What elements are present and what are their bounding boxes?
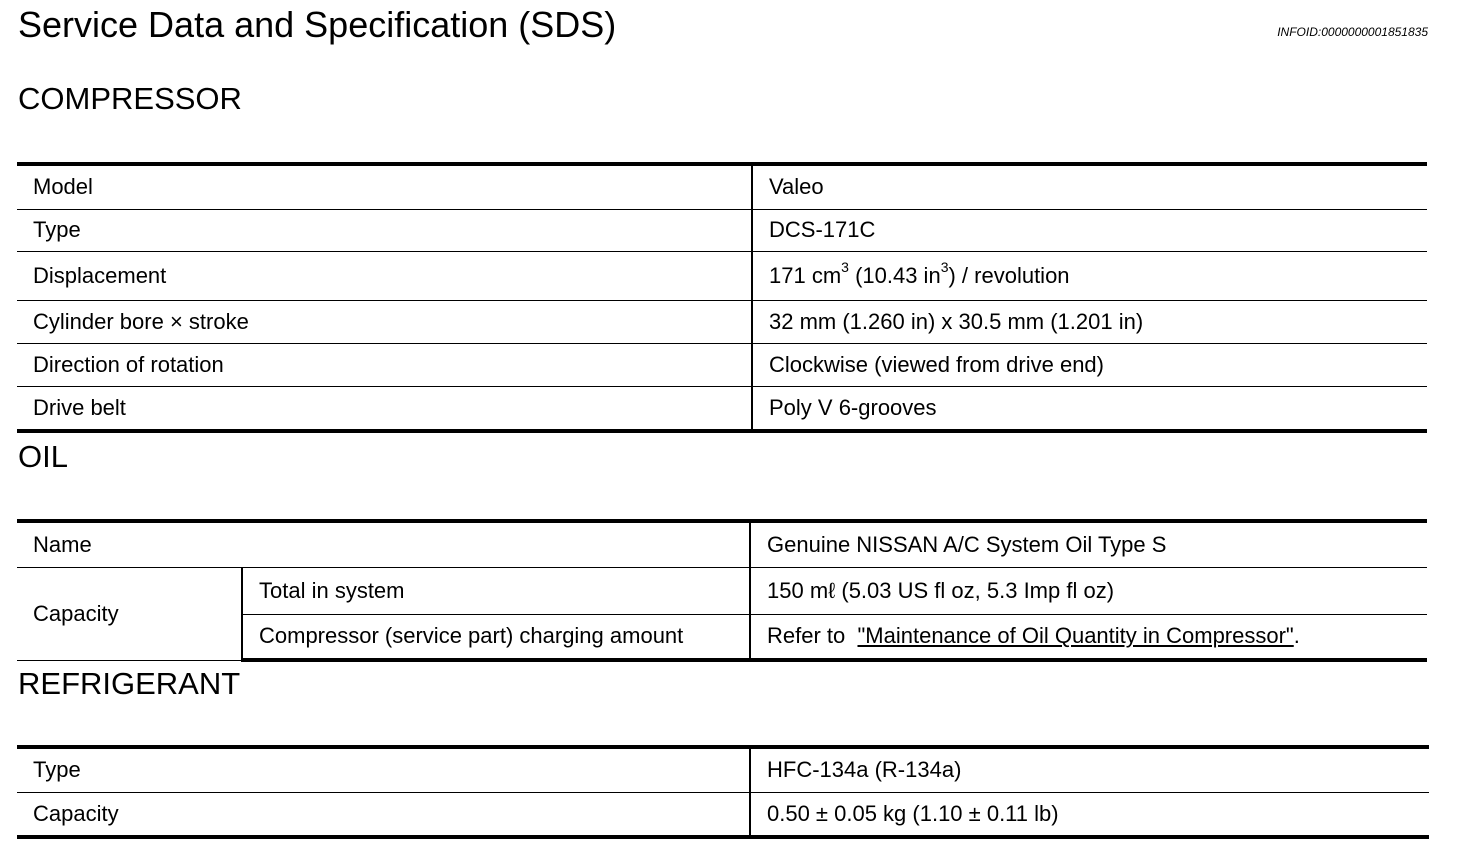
refrigerant-table (17, 745, 1429, 839)
spec-label: Model (17, 164, 752, 209)
spec-value: 150 mℓ (5.03 US fl oz, 5.3 Imp fl oz) (750, 567, 1427, 614)
spec-sublabel: Total in system (242, 567, 750, 614)
table-row (17, 747, 1429, 792)
reference-prefix: Refer to (767, 623, 858, 649)
spec-label: Displacement (17, 251, 752, 300)
spec-value: 32 mm (1.260 in) x 30.5 mm (1.201 in) (752, 300, 1427, 343)
reference-suffix: . (1293, 623, 1300, 649)
spec-label-capacity: Capacity (17, 567, 242, 660)
spec-value-displacement (752, 251, 1427, 300)
spec-value: 0.50 ± 0.05 kg (1.10 ± 0.11 lb) (750, 792, 1429, 837)
spec-value: Genuine NISSAN A/C System Oil Type S (750, 521, 1427, 567)
spec-value: Valeo (752, 164, 1427, 209)
spec-sublabel: Compressor (service part) charging amount (242, 614, 750, 660)
superscript: 3 (940, 258, 949, 275)
spec-label: Name (17, 521, 750, 567)
compressor-table (17, 162, 1427, 433)
table-row (17, 521, 1427, 567)
spec-label: Type (17, 209, 752, 251)
table-row (17, 251, 1427, 300)
spec-value-reference (750, 614, 1427, 660)
displacement-part: ) / revolution (948, 262, 1070, 288)
table-row (17, 567, 1427, 614)
section-heading-oil: OIL (18, 439, 68, 474)
table-row (17, 209, 1427, 251)
info-id: INFOID:0000000001851835 (1277, 25, 1428, 39)
displacement-part: (10.43 in (848, 262, 941, 288)
section-heading-compressor: COMPRESSOR (18, 81, 242, 116)
spec-value: Clockwise (viewed from drive end) (752, 343, 1427, 386)
spec-label: Drive belt (17, 386, 752, 431)
spec-label: Cylinder bore × stroke (17, 300, 752, 343)
oil-table (17, 519, 1427, 662)
table-row (17, 792, 1429, 837)
superscript: 3 (841, 258, 849, 275)
spec-label: Direction of rotation (17, 343, 752, 386)
spec-value: DCS-171C (752, 209, 1427, 251)
spec-label: Type (17, 747, 750, 792)
spec-value: Poly V 6-grooves (752, 386, 1427, 431)
spec-value: HFC-134a (R-134a) (750, 747, 1429, 792)
page-title: Service Data and Specification (SDS) (18, 4, 617, 45)
maintenance-oil-link[interactable]: "Maintenance of Oil Quantity in Compressor" (857, 623, 1294, 649)
spec-label: Capacity (17, 792, 750, 837)
displacement-part: 171 cm (769, 262, 842, 288)
table-row (17, 343, 1427, 386)
section-heading-refrigerant: REFRIGERANT (18, 666, 241, 701)
table-row (17, 164, 1427, 209)
table-row (17, 386, 1427, 431)
table-row (17, 300, 1427, 343)
